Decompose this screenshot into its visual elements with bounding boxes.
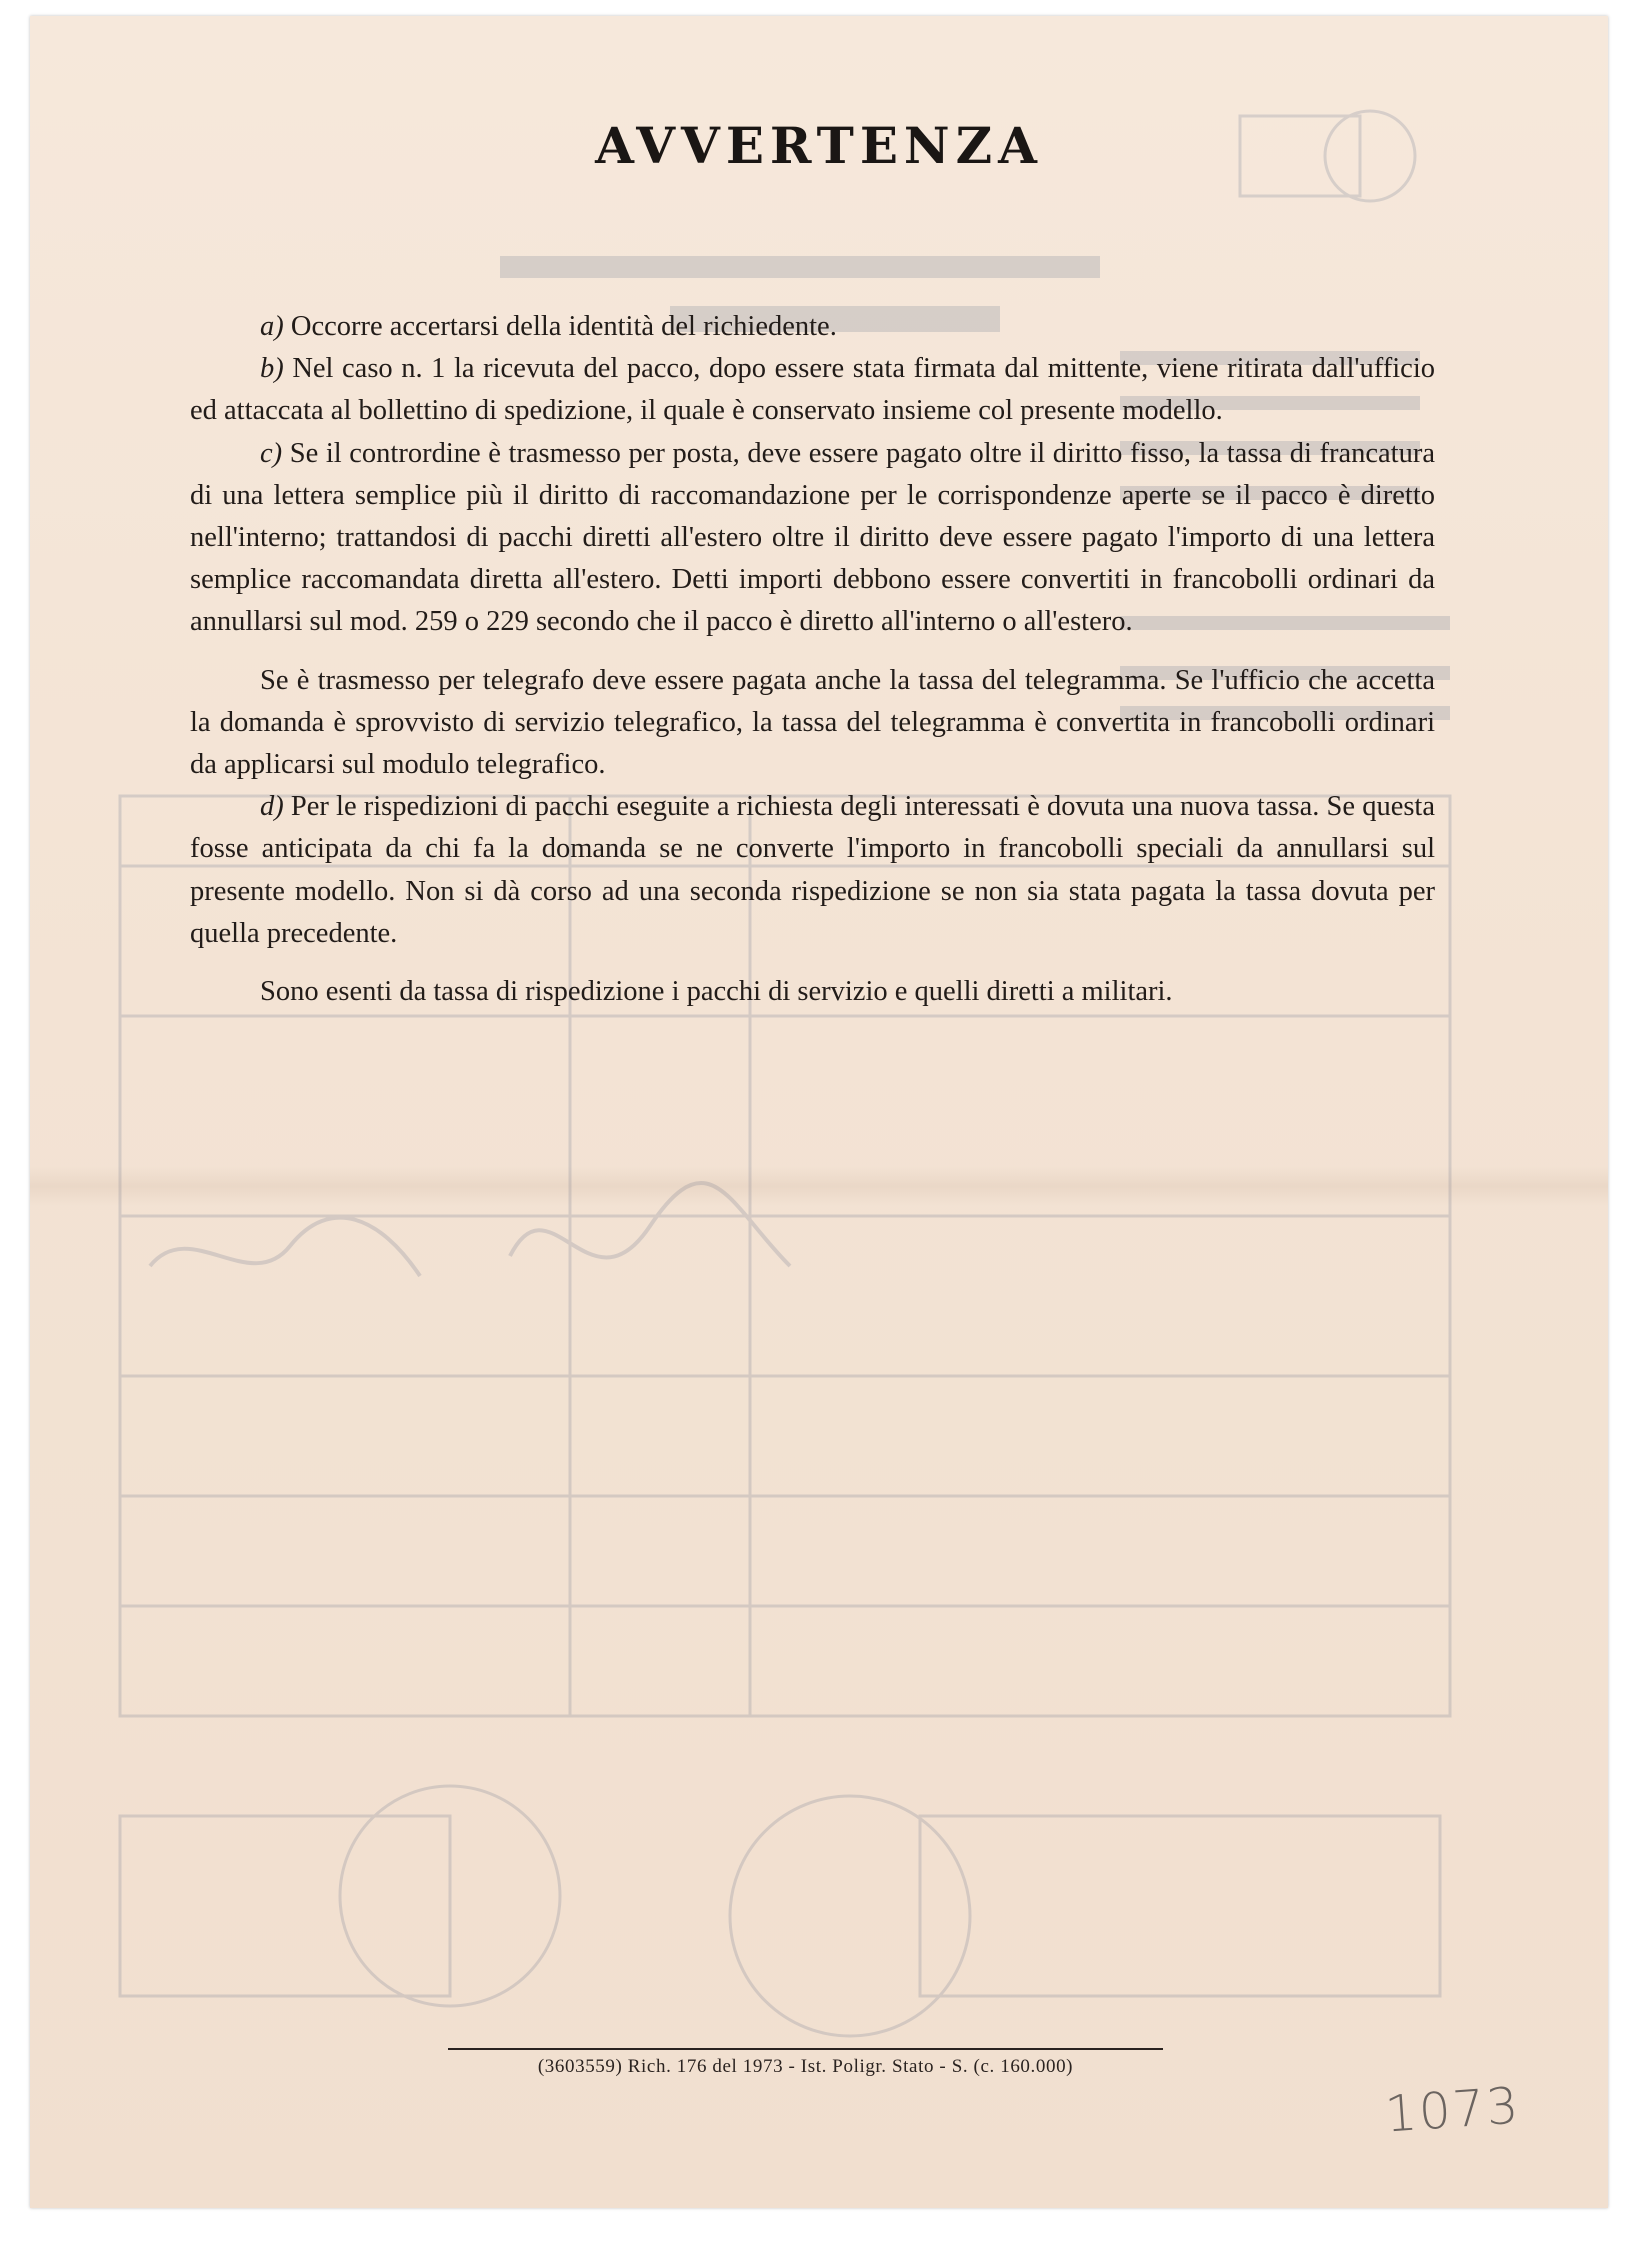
handwritten-number: 1073 [1383, 2076, 1523, 2144]
paragraph-telegraph [190, 660, 1435, 787]
warning-text-block [190, 306, 1435, 1013]
printer-imprint: (3603559) Rich. 176 del 1973 - Ist. Poligr. Stato - S. (c. 160.000) [537, 2056, 1074, 2077]
paragraph-label: b) [260, 353, 284, 385]
paragraph-text: Se è trasmesso per telegrafo deve essere pagata anche la tassa del telegramma. Se l'ufficio che accetta la domanda è sprovvisto di servizio telegrafico, la tassa del telegramma è convertita in francobolli ordinari da applicarsi sul modulo telegrafico. [190, 664, 1435, 781]
paragraph-text: Se il contrordine è trasmesso per posta, deve essere pagato oltre il diritto fisso, la tassa di francatura di una lettera semplice più il diritto di raccomandazione per le corrispondenze aperte se il pacco è diretto nell'interno; trattandosi di pacchi diretti all'estero oltre il diritto deve essere pagato l'importo di una lettera semplice raccomandata diretta all'estero. Detti importi debbono essere convertiti in francobolli ordinari da annullarsi sul mod. 259 o 229 secondo che il pacco è diretto all'interno o all'estero. [190, 437, 1435, 638]
paragraph-text: Per le rispedizioni di pacchi eseguite a richiesta degli interessati è dovuta una nuova tassa. Se questa fosse anticipata da chi fa la domanda se ne converte l'importo in francobolli speciali da annullarsi sul presente modello. Non si dà corso ad una seconda rispedizione se non sia stata pagata la tassa dovuta per quella precedente. [190, 791, 1435, 949]
document-title: AVVERTENZA [595, 116, 1043, 175]
paragraph-a [190, 306, 1435, 348]
paragraph-label: d) [260, 791, 284, 823]
paragraph-d [190, 786, 1435, 955]
footer-divider [448, 2048, 1163, 2050]
paragraph-text: Sono esenti da tassa di rispedizione i pacchi di servizio e quelli diretti a militari. [260, 976, 1173, 1008]
paragraph-text: Nel caso n. 1 la ricevuta del pacco, dopo essere stata firmata dal mittente, viene ritirata dall'ufficio ed attaccata al bollettino di spedizione, il quale è conservato insieme col presente modello. [190, 353, 1435, 427]
paragraph-c [190, 433, 1435, 644]
paragraph-b [190, 348, 1435, 432]
paper-fold-crease [30, 1166, 1608, 1206]
paragraph-label: a) [260, 311, 284, 342]
paragraph-text: Occorre accertarsi della identità del richiedente. [283, 311, 837, 342]
document-sheet [30, 16, 1608, 2208]
paragraph-label: c) [260, 437, 283, 469]
paragraph-exemptions [190, 971, 1435, 1013]
